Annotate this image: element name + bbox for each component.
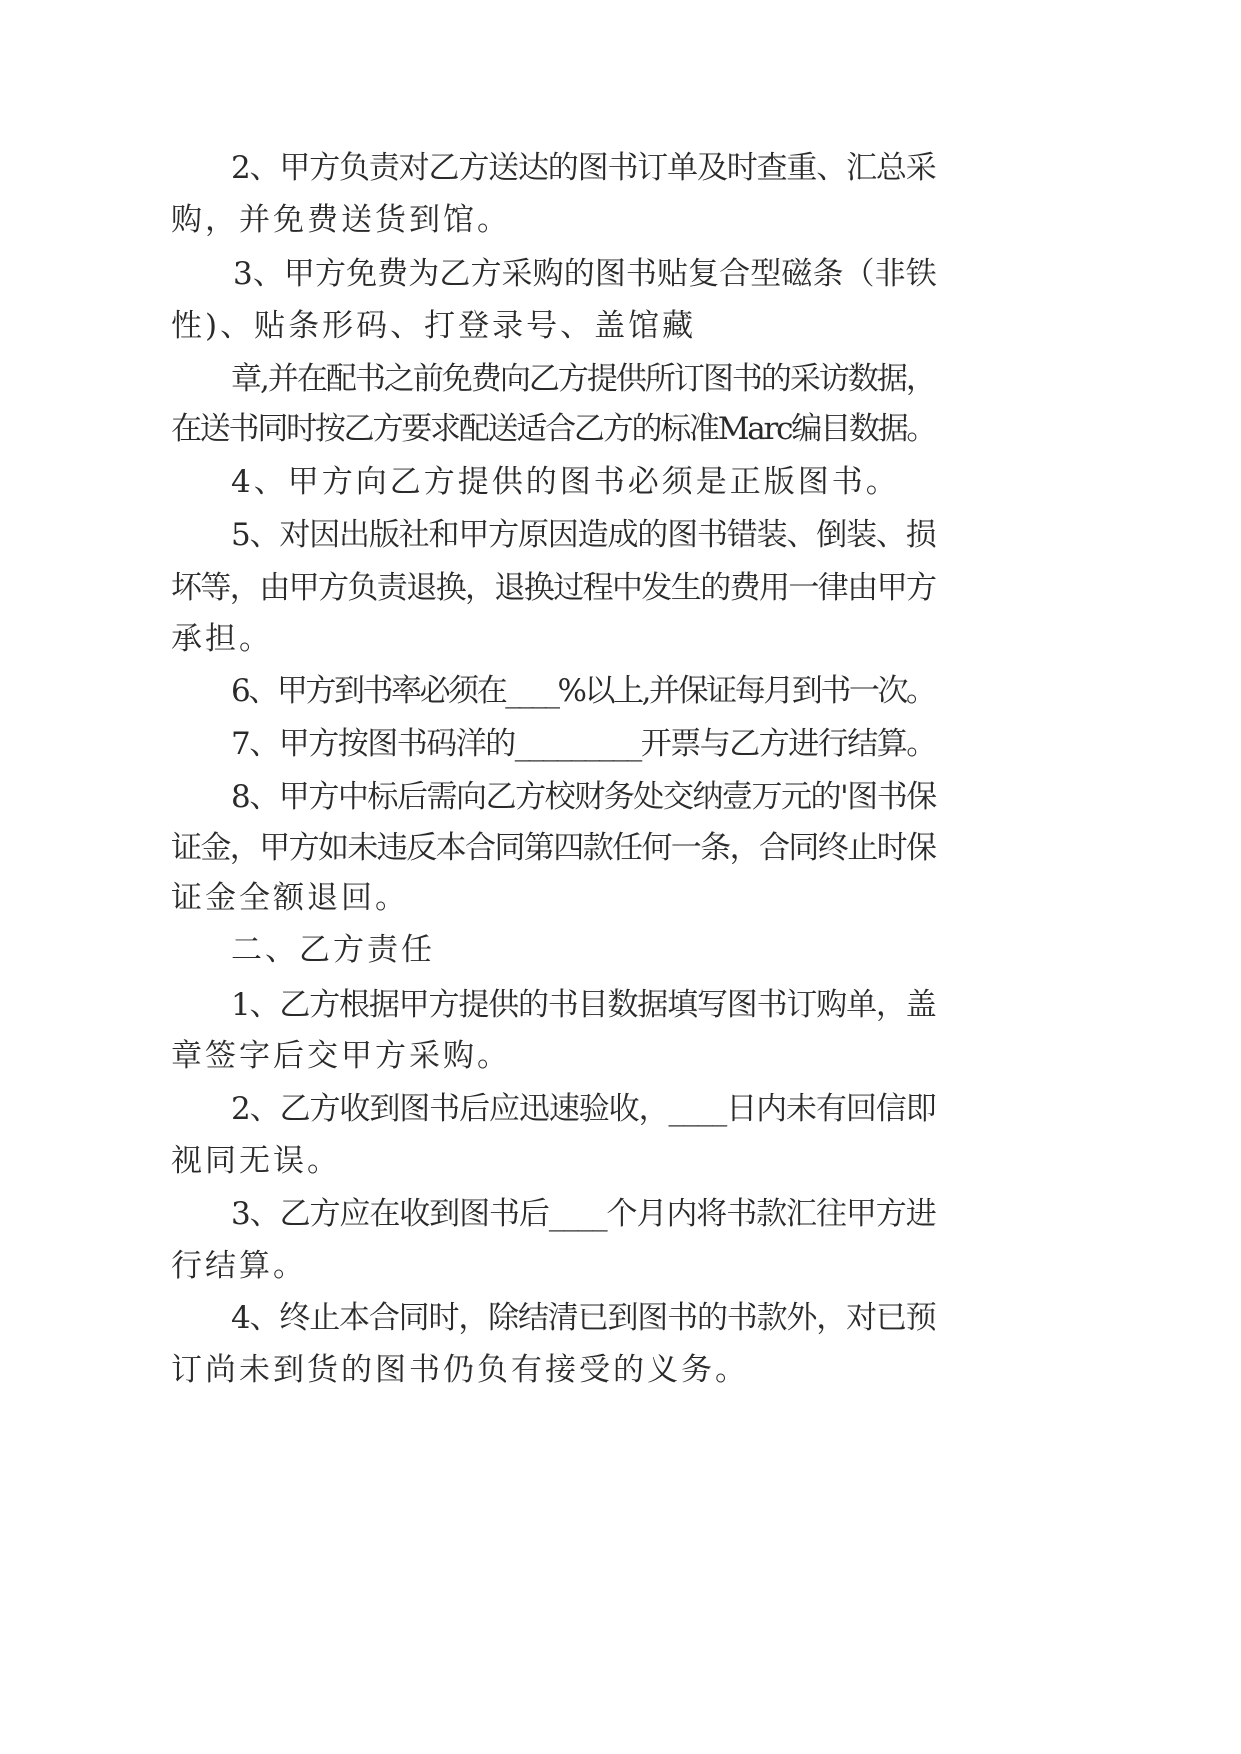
- text-line: 行结算。: [171, 1248, 307, 1284]
- text-line: 性)、贴条形码、打登录号、盖馆藏: [171, 308, 697, 344]
- text-line: 5、对因出版社和甲方原因造成的图书错装、倒装、损: [231, 517, 936, 553]
- text-line: 视同无误。: [171, 1143, 341, 1179]
- text-line: 坏等，由甲方负责退换，退换过程中发生的费用一律由甲方: [171, 570, 936, 606]
- text-line: 购，并免费送货到馆。: [171, 202, 511, 238]
- text-line: 章签字后交甲方采购。: [171, 1038, 511, 1074]
- text-line: 证金，甲方如未违反本合同第四款任何一条，合同终止时保: [171, 830, 936, 866]
- text-line: 4、终止本合同时，除结清已到图书的书款外，对已预: [231, 1300, 936, 1336]
- text-line: 3、乙方应在收到图书后____个月内将书款汇往甲方进: [231, 1196, 936, 1232]
- text-line: 证金全额退回。: [171, 880, 409, 916]
- text-line: 在送书同时按乙方要求配送适合乙方的标准Marc编目数据。: [171, 411, 936, 447]
- text-line: 7、甲方按图书码洋的_________开票与乙方进行结算。: [231, 726, 936, 762]
- text-line: 8、甲方中标后需向乙方校财务处交纳壹万元的'图书保: [231, 779, 936, 815]
- text-line: 3、甲方免费为乙方采购的图书贴复合型磁条（非铁: [233, 256, 937, 292]
- text-line: 1、乙方根据甲方提供的书目数据填写图书订购单，盖: [231, 987, 936, 1023]
- text-line: 承担。: [171, 621, 273, 657]
- text-line: 2、甲方负责对乙方送达的图书订单及时查重、汇总采: [231, 150, 936, 186]
- text-line: 6、甲方到书率必须在____%以上,并保证每月到书一次。: [231, 673, 935, 709]
- text-line: 章,并在配书之前免费向乙方提供所订图书的采访数据，: [231, 361, 935, 397]
- section-heading: 二、乙方责任: [231, 932, 435, 968]
- text-line: 4、甲方向乙方提供的图书必须是正版图书。: [231, 464, 900, 500]
- text-line: 2、乙方收到图书后应迅速验收，____日内未有回信即: [231, 1091, 936, 1127]
- text-line: 订尚未到货的图书仍负有接受的义务。: [171, 1352, 749, 1388]
